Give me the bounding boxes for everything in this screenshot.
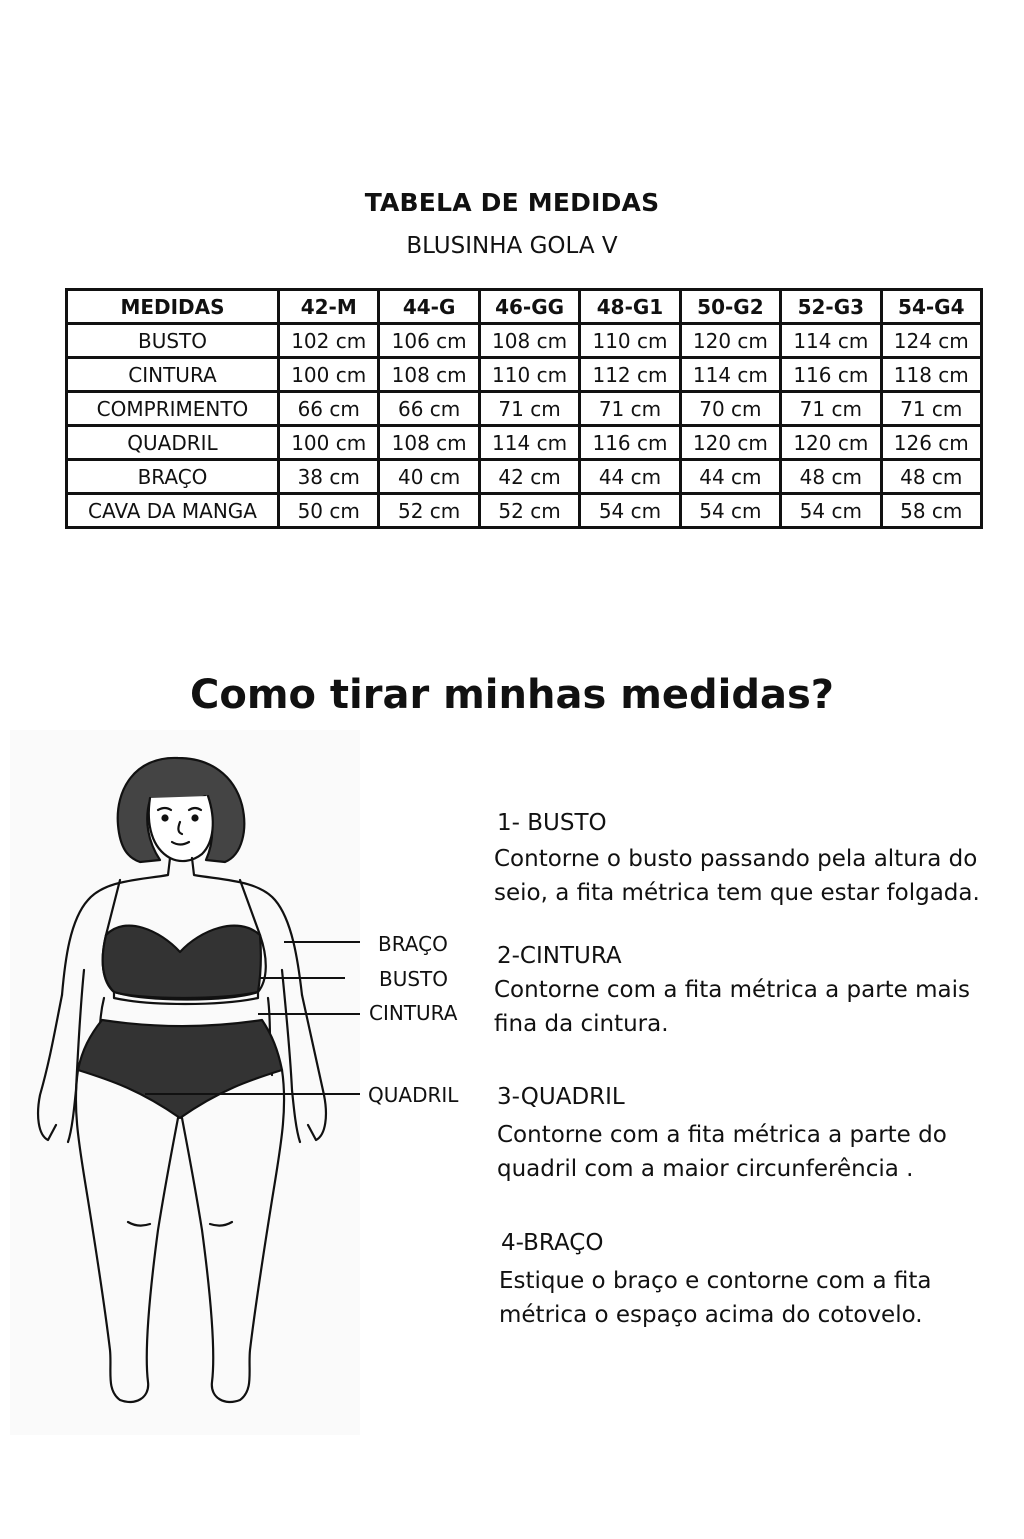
- step-quadril-text: [497, 1118, 947, 1186]
- table-cell: 120 cm: [680, 426, 780, 460]
- step-cintura: [497, 939, 622, 973]
- table-cell: 42 cm: [479, 460, 579, 494]
- step-text: Contorne com a fita métrica a parte mais: [494, 977, 971, 1003]
- step-braco: [501, 1226, 603, 1260]
- step-title: 3-QUADRIL: [497, 1084, 625, 1110]
- table-cell: 110 cm: [580, 324, 680, 358]
- table-row: [67, 426, 982, 460]
- table-row: [67, 392, 982, 426]
- table-cell: 126 cm: [881, 426, 981, 460]
- row-label: CINTURA: [67, 358, 279, 392]
- table-row: [67, 494, 982, 528]
- table-cell: 50 cm: [279, 494, 379, 528]
- header-cell: MEDIDAS: [67, 290, 279, 324]
- table-cell: 114 cm: [781, 324, 881, 358]
- header-cell: 54-G4: [881, 290, 981, 324]
- header-cell: 50-G2: [680, 290, 780, 324]
- table-cell: 116 cm: [580, 426, 680, 460]
- table-header-row: [67, 290, 982, 324]
- step-text: Estique o braço e contorne com a fita: [499, 1268, 932, 1294]
- table-cell: 52 cm: [379, 494, 479, 528]
- table-title: TABELA DE MEDIDAS: [364, 188, 660, 217]
- table-cell: 116 cm: [781, 358, 881, 392]
- step-text: seio, a fita métrica tem que estar folgada.: [494, 880, 980, 906]
- table-cell: 52 cm: [479, 494, 579, 528]
- table-cell: 54 cm: [781, 494, 881, 528]
- table-subtitle: BLUSINHA GOLA V: [406, 233, 618, 259]
- table-cell: 106 cm: [379, 324, 479, 358]
- table-cell: 110 cm: [479, 358, 579, 392]
- row-label: CAVA DA MANGA: [67, 494, 279, 528]
- body-figure-icon: [10, 730, 360, 1435]
- row-label: COMPRIMENTO: [67, 392, 279, 426]
- table-row: [67, 324, 982, 358]
- table-cell: 120 cm: [680, 324, 780, 358]
- table-cell: 58 cm: [881, 494, 981, 528]
- table-cell: 114 cm: [479, 426, 579, 460]
- table-cell: 102 cm: [279, 324, 379, 358]
- table-cell: 108 cm: [379, 426, 479, 460]
- header-cell: 42-M: [279, 290, 379, 324]
- guide-heading: Como tirar minhas medidas?: [190, 672, 834, 718]
- table-cell: 48 cm: [781, 460, 881, 494]
- table-cell: 108 cm: [479, 324, 579, 358]
- figure-label-busto: BUSTO: [379, 967, 449, 991]
- table-cell: 124 cm: [881, 324, 981, 358]
- table-row: [67, 358, 982, 392]
- step-busto-text: [494, 842, 980, 910]
- body-figure-illustration: [10, 730, 360, 1435]
- header-cell: 46-GG: [479, 290, 579, 324]
- table-cell: 70 cm: [680, 392, 780, 426]
- table-cell: 71 cm: [580, 392, 680, 426]
- figure-label-quadril: QUADRIL: [368, 1083, 459, 1107]
- table-cell: 66 cm: [379, 392, 479, 426]
- step-cintura-text: [494, 973, 970, 1041]
- table-cell: 40 cm: [379, 460, 479, 494]
- table-cell: 112 cm: [580, 358, 680, 392]
- figure-label-braco: BRAÇO: [378, 932, 448, 956]
- header-cell: 52-G3: [781, 290, 881, 324]
- size-table: [65, 288, 983, 529]
- header-cell: 44-G: [379, 290, 479, 324]
- table-cell: 100 cm: [279, 426, 379, 460]
- table-cell: 48 cm: [881, 460, 981, 494]
- step-text: fina da cintura.: [494, 1011, 669, 1037]
- table-cell: 54 cm: [680, 494, 780, 528]
- step-title: 2-CINTURA: [497, 943, 622, 969]
- step-title: 1- BUSTO: [497, 810, 607, 836]
- step-busto: [497, 806, 607, 840]
- table-cell: 44 cm: [580, 460, 680, 494]
- table-row: [67, 460, 982, 494]
- row-label: QUADRIL: [67, 426, 279, 460]
- table-cell: 71 cm: [881, 392, 981, 426]
- step-braco-text: [499, 1264, 932, 1332]
- figure-label-cintura: CINTURA: [369, 1001, 458, 1025]
- step-text: Contorne com a fita métrica a parte do: [497, 1122, 947, 1148]
- table-cell: 71 cm: [781, 392, 881, 426]
- table-cell: 100 cm: [279, 358, 379, 392]
- step-title: 4-BRAÇO: [501, 1230, 604, 1256]
- table-cell: 54 cm: [580, 494, 680, 528]
- header-cell: 48-G1: [580, 290, 680, 324]
- row-label: BUSTO: [67, 324, 279, 358]
- table-cell: 66 cm: [279, 392, 379, 426]
- table-cell: 114 cm: [680, 358, 780, 392]
- step-quadril: [497, 1080, 625, 1114]
- step-text: Contorne o busto passando pela altura do: [494, 846, 978, 872]
- step-text: quadril com a maior circunferência .: [497, 1156, 914, 1182]
- table-cell: 38 cm: [279, 460, 379, 494]
- step-text: métrica o espaço acima do cotovelo.: [499, 1302, 923, 1328]
- row-label: BRAÇO: [67, 460, 279, 494]
- table-cell: 108 cm: [379, 358, 479, 392]
- table-cell: 71 cm: [479, 392, 579, 426]
- table-cell: 120 cm: [781, 426, 881, 460]
- table-cell: 118 cm: [881, 358, 981, 392]
- table-cell: 44 cm: [680, 460, 780, 494]
